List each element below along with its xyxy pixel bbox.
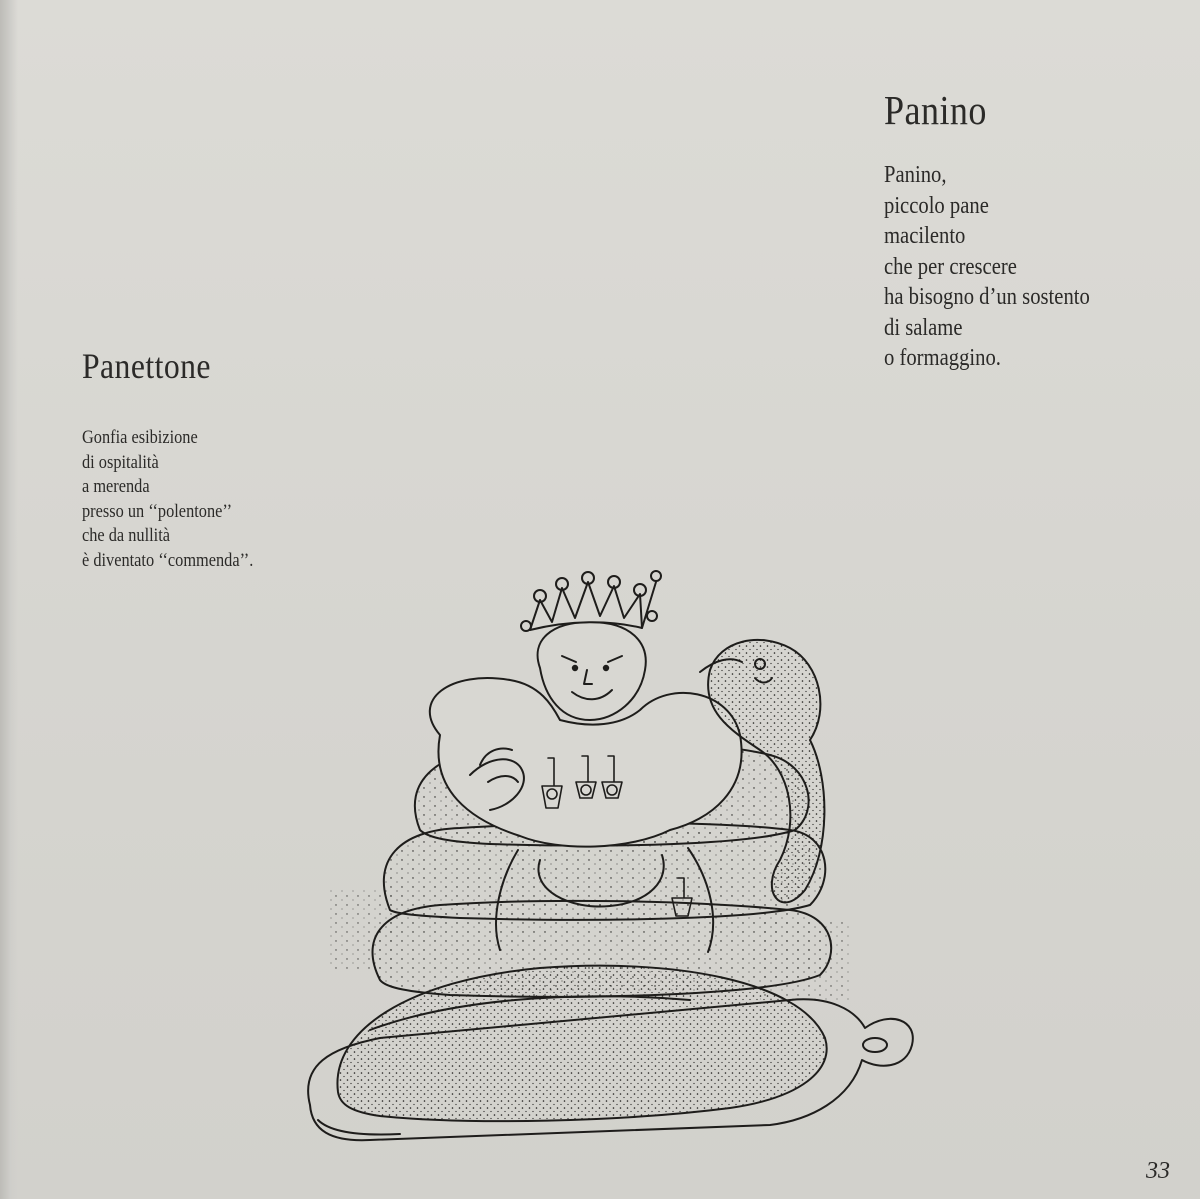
king-head xyxy=(538,622,646,720)
page-number: 33 xyxy=(1146,1158,1170,1184)
board-handle-hole xyxy=(863,1038,887,1052)
crowned-panettone-king-drawing xyxy=(290,560,930,1170)
poem-line: macilento xyxy=(884,223,966,249)
poem-title-panino: Panino xyxy=(884,87,987,133)
poem-panettone xyxy=(82,344,281,574)
poem-title-panettone: Panettone xyxy=(82,346,211,386)
page-spine-shadow xyxy=(0,0,18,1199)
poem-line: di ospitalità xyxy=(82,451,159,473)
poem-line: a merenda xyxy=(82,476,150,498)
poem-line: ha bisogno d’un sostento xyxy=(884,284,1090,310)
poem-line: piccolo pane xyxy=(884,192,989,219)
board-edge xyxy=(318,1120,400,1134)
poem-line: o formaggino. xyxy=(884,345,1001,371)
poem-line: che per crescere xyxy=(884,253,1017,280)
poem-lines-panino xyxy=(884,160,1123,374)
poem-line: che da nullità xyxy=(82,525,171,547)
poem-line: di salame xyxy=(884,314,963,341)
poem-panino xyxy=(884,86,1123,374)
poem-line: presso un ‘‘polentone’’ xyxy=(82,500,233,522)
poem-lines-panettone xyxy=(82,426,281,574)
poem-line: Gonfia esibizione xyxy=(82,427,198,448)
poem-line: Panino, xyxy=(884,162,947,188)
crown xyxy=(530,582,642,630)
poem-line: è diventato ‘‘commenda’’. xyxy=(82,549,254,571)
